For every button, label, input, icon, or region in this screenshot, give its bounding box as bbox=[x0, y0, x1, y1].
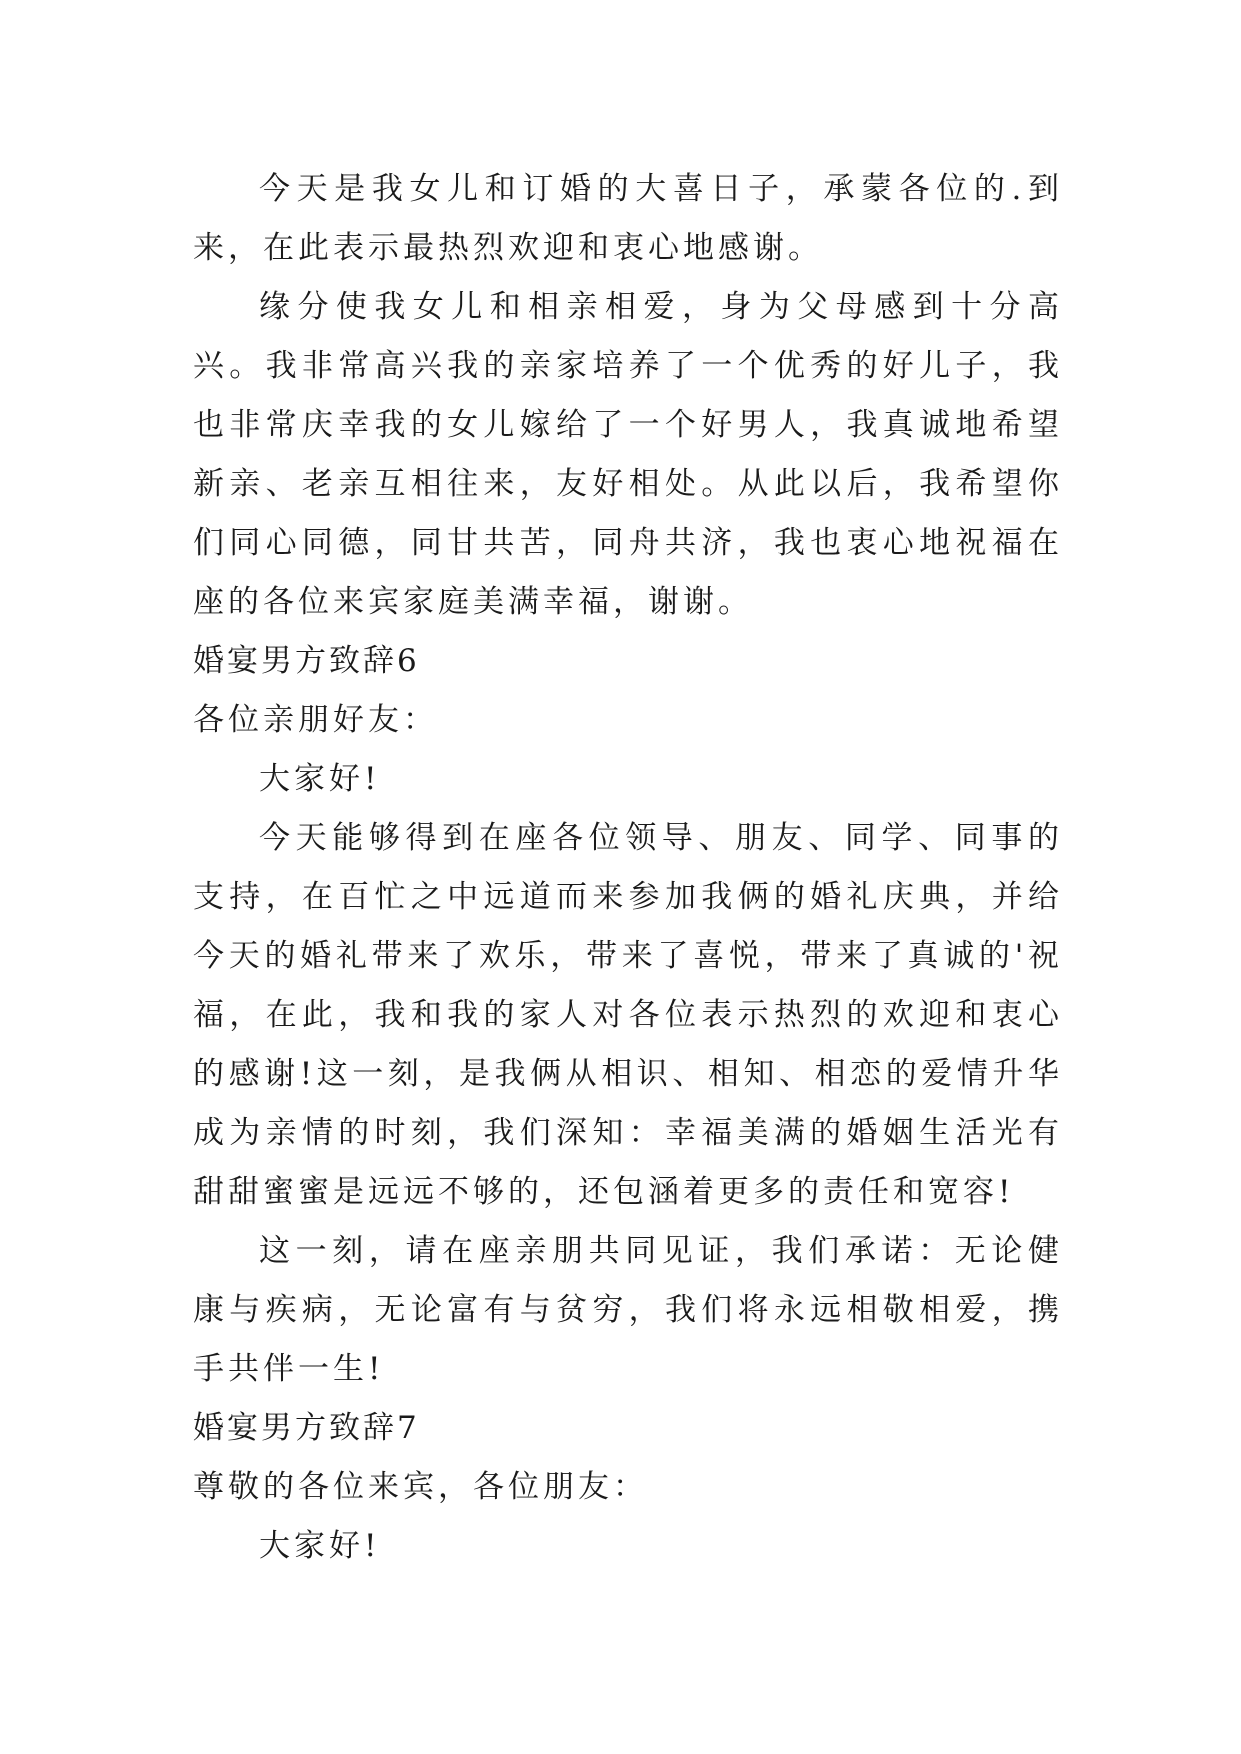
salutation-6: 各位亲朋好友： bbox=[193, 702, 438, 738]
salutation-7: 尊敬的各位来宾，各位朋友： bbox=[193, 1469, 648, 1505]
greeting-6: 大家好! bbox=[259, 761, 381, 797]
paragraph-groom-thanks: 今天能够得到在座各位领导、朋友、同学、同事的支持，在百忙之中远道而来参加我俩的婚礼庆典，并给今天的婚礼带来了欢乐，带来了喜悦，带来了真诚的'祝福，在此，我和我的家人对各位表示热烈的欢迎和衷心的感谢!这一刻，是我俩从相识、相知、相恋的爱情升华成为亲情的时刻，我们深知：幸福美满的婚姻生活光有甜甜蜜蜜是远远不够的，还包涵着更多的责任和宽容! bbox=[193, 820, 1063, 1210]
section-heading-6: 婚宴男方致辞6 bbox=[193, 643, 420, 679]
document-body bbox=[193, 160, 1063, 1576]
paragraph-engagement-thanks: 今天是我女儿和订婚的大喜日子，承蒙各位的.到来，在此表示最热烈欢迎和衷心地感谢。 bbox=[193, 171, 1063, 266]
paragraph-vow: 这一刻，请在座亲朋共同见证，我们承诺：无论健康与疾病，无论富有与贫穷，我们将永远相敬相爱，携手共伴一生! bbox=[193, 1233, 1063, 1387]
section-heading-7: 婚宴男方致辞7 bbox=[193, 1410, 420, 1446]
greeting-7: 大家好! bbox=[259, 1528, 381, 1564]
paragraph-parents-blessing: 缘分使我女儿和相亲相爱，身为父母感到十分高兴。我非常高兴我的亲家培养了一个优秀的好儿子，我也非常庆幸我的女儿嫁给了一个好男人，我真诚地希望新亲、老亲互相往来，友好相处。从此以后，我希望你们同心同德，同甘共苦，同舟共济，我也衷心地祝福在座的各位来宾家庭美满幸福，谢谢。 bbox=[193, 289, 1063, 620]
